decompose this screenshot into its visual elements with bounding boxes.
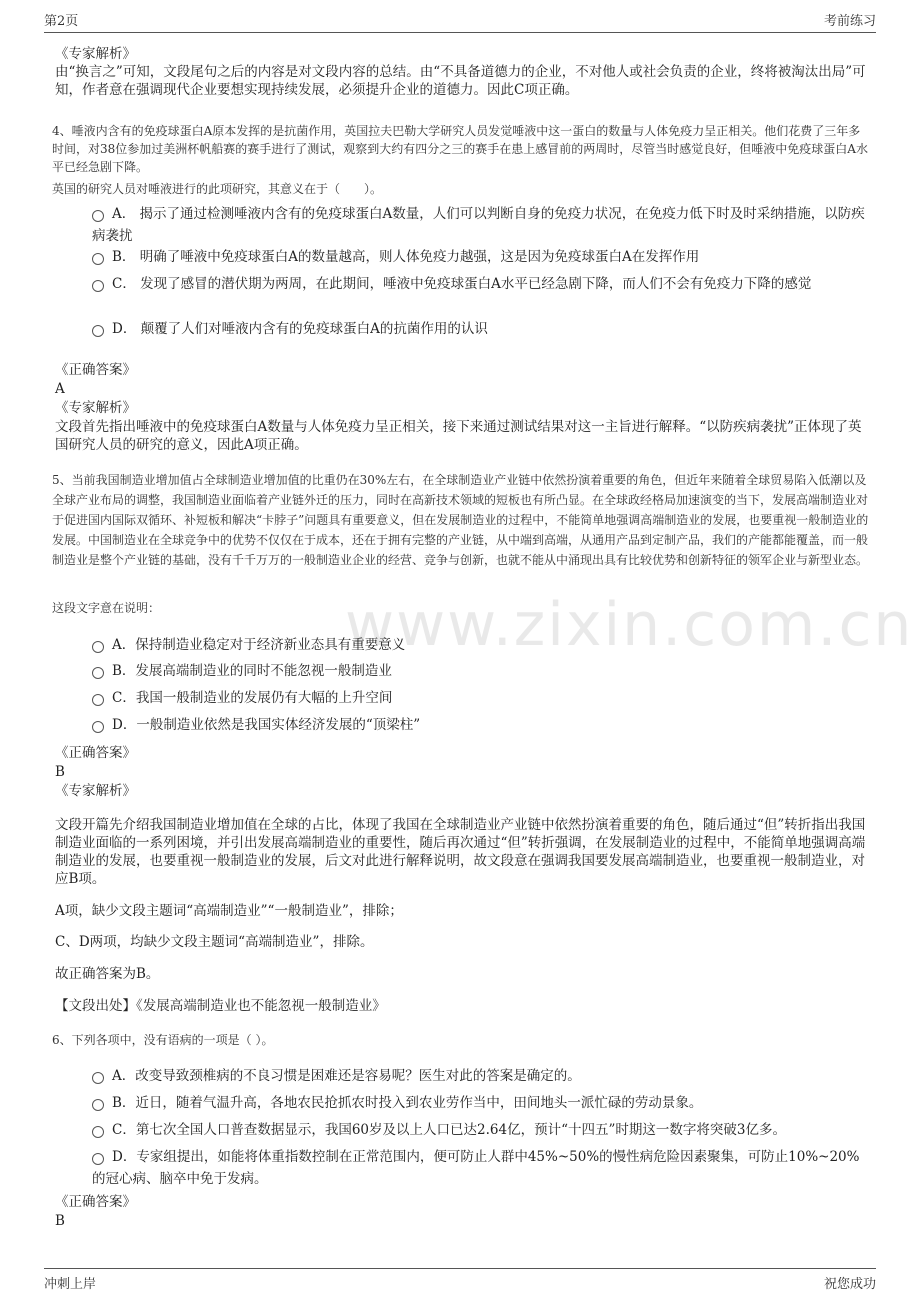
radio-button[interactable] [92,210,104,222]
radio-button[interactable] [92,1072,104,1084]
q6-option-c[interactable]: C．第七次全国人口普查数据显示，我国60岁及以上人口已达2.64亿，预计“十四五”时期这一数字将突破3亿多。 [92,1119,872,1141]
q4-answer-label: 《正确答案》 [55,362,136,378]
q5-analysis: 文段开篇先介绍我国制造业增加值在全球的占比，体现了我国在全球制造业产业链中依然扮演着重要的角色，随后通过“但”转折指出我国制造业面临的一系列困境，并引出发展高端制造业的重要性，随后再次通过“但”转折强调，在发展制造业的过程中，不能简单地强调高端制造业的发展，也要重视一般制造业的发展，后文对此进行解释说明，故文段意在强调我国要发展高端制造业，也要重视一般制造业，对应B项。 [55,817,866,887]
footer-left: 冲刺上岸 [44,1277,97,1292]
radio-button[interactable] [92,325,104,337]
q4-analysis-label: 《专家解析》 [55,400,136,416]
radio-button[interactable] [92,280,104,292]
q4-analysis: 文段首先指出唾液中的免疫球蛋白A数量与人体免疫力呈正相关，接下来通过测试结果对这一主旨进行解释。“以防疾病袭扰”正体现了英国研究人员的研究的意义，因此A项正确。 [55,419,862,453]
q5-option-b[interactable]: B．发展高端制造业的同时不能忽视一般制造业 [92,660,872,682]
q5-conclusion: 故正确答案为B。 [55,966,160,982]
q4-answer: A [55,381,65,397]
q5-source: 【文段出处】《发展高端制造业也不能忽视一般制造业》 [55,998,386,1014]
q4-question: 英国的研究人员对唾液进行的此项研究，其意义在于（ ）。 [52,182,383,196]
q6-option-a[interactable]: A．改变导致颈椎病的不良习惯是困难还是容易呢？医生对此的答案是确定的。 [92,1065,872,1087]
q4-option-b[interactable]: B． 明确了唾液中免疫球蛋白A的数量越高，则人体免疫力越强，这是因为免疫球蛋白A在发挥作用 [92,246,872,268]
page-header [44,10,876,33]
radio-button[interactable] [92,1099,104,1111]
radio-button[interactable] [92,667,104,679]
q6-answer-label: 《正确答案》 [55,1194,136,1210]
q5-answer: B [55,764,65,780]
q4-option-c[interactable]: C． 发现了感冒的潜伏期为两周，在此期间，唾液中免疫球蛋白A水平已经急剧下降，而人们不会有免疫力下降的感觉 [92,273,872,295]
radio-button[interactable] [92,1153,104,1165]
q5-analysis-label: 《专家解析》 [55,783,136,799]
prev-analysis: 由“换言之”可知，文段尾句之后的内容是对文段内容的总结。由“不具备道德力的企业，不对他人或社会负责的企业，终将被淘汰出局”可知，作者意在强调现代企业要想实现持续发展，必须提升企业的道德力。因此C项正确。 [55,64,866,98]
radio-button[interactable] [92,1126,104,1138]
prev-analysis-label: 《专家解析》 [55,46,136,62]
radio-button[interactable] [92,641,104,653]
radio-button[interactable] [92,694,104,706]
q5-answer-label: 《正确答案》 [55,745,136,761]
footer-right: 祝您成功 [823,1277,876,1292]
q4-option-a[interactable]: A． 揭示了通过检测唾液内含有的免疫球蛋白A数量，人们可以判断自身的免疫力状况，在免疫力低下时及时采纳措施，以防疾病袭扰 [92,206,865,244]
q6-stem: 6、下列各项中，没有语病的一项是（ ）。 [52,1033,274,1047]
q5-note-cd: C、D两项，均缺少文段主题词“高端制造业”，排除。 [55,934,374,950]
q6-answer: B [55,1213,65,1229]
q5-stem: 5、当前我国制造业增加值占全球制造业增加值的比重仍在30%左右，在全球制造业产业链中依然扮演着重要的角色，但近年来随着全球贸易陷入低潮以及全球产业布局的调整，我国制造业面临着产业链外迁的压力，同时在高新技术领域的短板也有所凸显。在全球政经格局加速演变的当下，发展高端制造业对于促进国内国际双循环、补短板和解决“卡脖子”问题具有重要意义，但在发展制造业的过程中，不能简单地强调高端制造业的发展，也要重视一般制造业的发展。中国制造业在全球竞争中的优势不仅仅在于成本，还在于拥有完整的产业链，从中端到高端，从通用产品到定制产品，我们的产能都能覆盖，而一般制造业是整个产业链的基础，没有千千万万的一般制造业企业的经营、竞争与创新，也就不能从中涌现出具有比较优势和创新特征的领军企业与新型业态。 [52,473,869,567]
radio-button[interactable] [92,253,104,265]
q5-option-d[interactable]: D．一般制造业依然是我国实体经济发展的“顶梁柱” [92,714,872,736]
q4-option-d[interactable]: D． 颠覆了人们对唾液内含有的免疫球蛋白A的抗菌作用的认识 [92,318,872,340]
watermark: www.zixin.com.cn [345,590,914,660]
page-number: 第2页 [44,14,79,29]
header-title: 考前练习 [823,14,876,29]
radio-button[interactable] [92,721,104,733]
q5-option-a[interactable]: A．保持制造业稳定对于经济新业态具有重要意义 [92,634,872,656]
q6-option-d[interactable]: D．专家组提出，如能将体重指数控制在正常范围内，便可防止人群中45%~50%的慢性病危险因素聚集，可防止10%~20%的冠心病、脑卒中免于发病。 [92,1149,860,1187]
q5-note-a: A项，缺少文段主题词“高端制造业”“一般制造业”，排除； [55,903,403,919]
q5-question: 这段文字意在说明： [52,601,161,615]
q6-option-b[interactable]: B．近日，随着气温升高，各地农民抢抓农时投入到农业劳作当中，田间地头一派忙碌的劳动景象。 [92,1092,872,1114]
q4-stem: 4、唾液内含有的免疫球蛋白A原本发挥的是抗菌作用，英国拉夫巴勒大学研究人员发觉唾液中这一蛋白的数量与人体免疫力呈正相关。他们花费了三年多时间，对38位参加过美洲杯帆船赛的赛手进行了测试，观察到大约有四分之三的赛手在患上感冒前的两周时，尽管当时感觉良好，但唾液中免疫球蛋白A水平已经急剧下降。 [52,124,868,174]
page-footer [44,1268,876,1297]
q5-option-c[interactable]: C．我国一般制造业的发展仍有大幅的上升空间 [92,687,872,709]
